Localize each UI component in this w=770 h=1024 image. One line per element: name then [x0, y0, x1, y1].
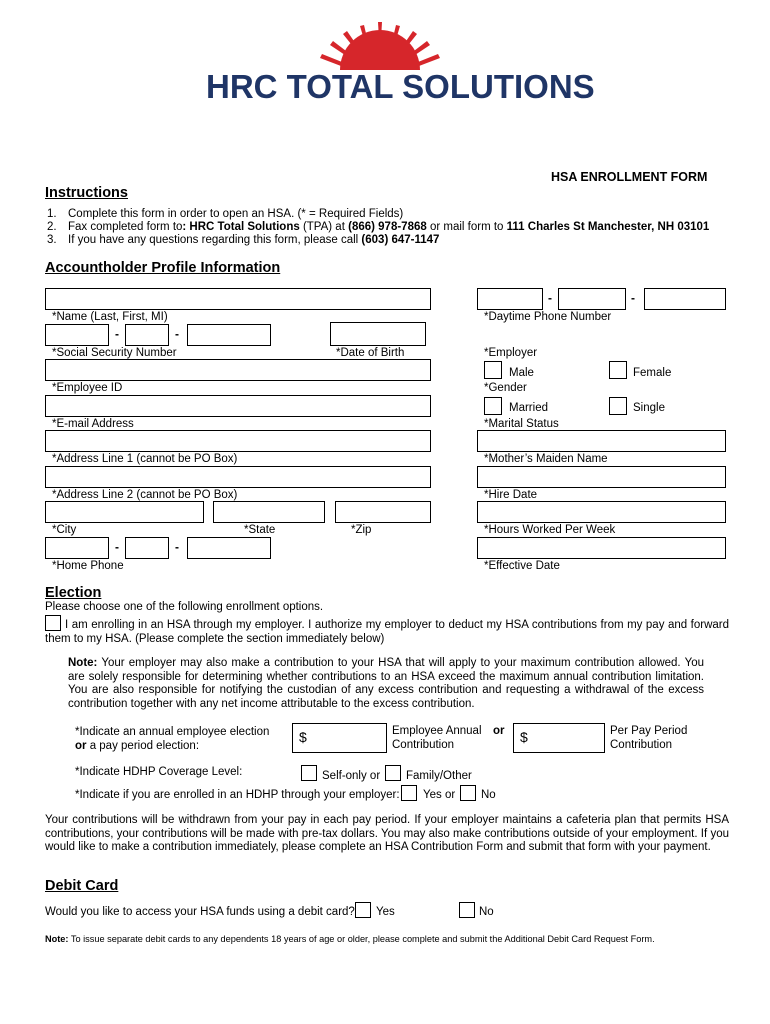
hdhp-no-label: No — [481, 789, 496, 801]
phone-number: (603) 647-1147 — [361, 234, 440, 246]
maiden-name-field[interactable] — [477, 430, 726, 452]
logo-text: HRC TOTAL SOLUTIONS — [206, 68, 595, 105]
instruction-num: 2. — [47, 221, 57, 233]
dollar-sign: $ — [520, 729, 528, 745]
company-logo — [200, 20, 595, 110]
address1-field[interactable] — [45, 430, 431, 452]
ssn-part2-field[interactable] — [125, 324, 169, 346]
hdhp-no-checkbox[interactable] — [460, 785, 476, 801]
per-pay-contribution-label: Per Pay Period Contribution — [610, 725, 688, 751]
phone-dash: - — [631, 291, 635, 305]
indicate-or-text: or — [75, 740, 87, 752]
annual-contribution-field[interactable] — [292, 723, 387, 753]
maiden-name-label: *Mother’s Maiden Name — [484, 453, 608, 465]
debit-no-label: No — [479, 906, 494, 918]
indicate-election-text: a pay period election: — [86, 740, 200, 752]
hire-date-label: *Hire Date — [484, 489, 538, 501]
instruction-2 — [47, 221, 710, 233]
annual-contribution-label: Employee Annual Contribution — [392, 725, 482, 751]
instructions-heading: Instructions — [45, 185, 128, 201]
home-phone-line-field[interactable] — [187, 537, 271, 559]
dollar-sign: $ — [299, 729, 307, 745]
daytime-phone-line-field[interactable] — [644, 288, 726, 310]
self-only-label: Self-only or — [322, 770, 381, 782]
phone-dash: - — [548, 291, 552, 305]
ssn-label: *Social Security Number — [52, 347, 177, 359]
effective-date-field[interactable] — [477, 537, 726, 559]
dob-label: *Date of Birth — [336, 347, 405, 359]
ssn-dash: - — [175, 327, 179, 341]
gender-label: *Gender — [484, 382, 527, 394]
ssn-part1-field[interactable] — [45, 324, 109, 346]
address1-label: *Address Line 1 (cannot be PO Box) — [52, 453, 238, 465]
phone-dash: - — [115, 540, 119, 554]
form-title: HSA ENROLLMENT FORM — [551, 170, 708, 184]
debit-note — [45, 934, 655, 944]
indicate-election-label — [75, 725, 269, 753]
instruction-3 — [47, 234, 440, 246]
fax-number: (866) 978-7868 — [348, 221, 427, 233]
home-phone-prefix-field[interactable] — [125, 537, 169, 559]
zip-field[interactable] — [335, 501, 431, 523]
enroll-text: I am enrolling in an HSA through my employer. I authorize my employer to deduct my HSA contributions from my pay and forward them to my HSA. (Please complete the section immediately below) — [45, 619, 729, 645]
note-label: Note: — [68, 657, 98, 669]
instruction-text: (TPA) at — [299, 221, 349, 233]
state-label: *State — [244, 524, 276, 536]
debit-no-checkbox[interactable] — [459, 902, 475, 918]
effective-date-label: *Effective Date — [484, 560, 560, 572]
zip-label: *Zip — [351, 524, 372, 536]
male-checkbox[interactable] — [484, 361, 502, 379]
daytime-phone-prefix-field[interactable] — [558, 288, 626, 310]
self-only-checkbox[interactable] — [301, 765, 317, 781]
instruction-num: 3. — [47, 234, 57, 246]
ssn-dash: - — [115, 327, 119, 341]
ssn-part3-field[interactable] — [187, 324, 271, 346]
withdrawal-text: Your contributions will be withdrawn from your pay in each pay period. If your employer maintains a cafeteria plan that permits HSA contributions, your contributions will be made with pre-tax dollars. You may also make contributions outside of your employment. If you would like to make a contribution immediately, please complete an HSA Contribution Form and submit that form with your payment. — [45, 814, 729, 854]
address2-label: *Address Line 2 (cannot be PO Box) — [52, 489, 238, 501]
email-label: *E-mail Address — [52, 418, 134, 430]
single-label: Single — [633, 402, 665, 414]
employee-id-field[interactable] — [45, 359, 431, 381]
debit-yes-checkbox[interactable] — [355, 902, 371, 918]
female-checkbox[interactable] — [609, 361, 627, 379]
profile-heading: Accountholder Profile Information — [45, 260, 281, 276]
instruction-text: or mail form to — [426, 221, 507, 233]
city-label: *City — [52, 524, 77, 536]
election-note — [68, 657, 704, 711]
mail-address: 111 Charles St Manchester, NH 03101 — [506, 221, 710, 233]
employee-id-label: *Employee ID — [52, 382, 123, 394]
daytime-phone-label: *Daytime Phone Number — [484, 311, 612, 323]
city-field[interactable] — [45, 501, 204, 523]
hdhp-coverage-label: *Indicate HDHP Coverage Level: — [75, 766, 243, 778]
instruction-text: Complete this form in order to open an HSA. (* = Required Fields) — [68, 208, 404, 220]
debit-card-heading: Debit Card — [45, 878, 119, 894]
female-label: Female — [633, 367, 672, 379]
email-field[interactable] — [45, 395, 431, 417]
single-checkbox[interactable] — [609, 397, 627, 415]
instruction-text: Fax completed form to — [68, 221, 183, 233]
home-phone-area-field[interactable] — [45, 537, 109, 559]
hdhp-enrolled-label: *Indicate if you are enrolled in an HDHP through your employer: — [75, 789, 400, 801]
per-pay-contribution-field[interactable] — [513, 723, 605, 753]
instruction-num: 1. — [47, 208, 57, 220]
company-name: : HRC Total Solutions — [182, 221, 300, 233]
family-checkbox[interactable] — [385, 765, 401, 781]
indicate-election-text: *Indicate an annual employee election — [75, 726, 270, 738]
note-text: Your employer may also make a contribution to your HSA that will apply to your maximum contribution allowed. You are solely responsible for determining whether contributions to an HSA exceed the maximum annual contribution limitation. You are also responsible for notifying the custodian of any excess contribution and requesting a withdrawal of the excess contribution together with any net income attributable to the excess contribution. — [68, 657, 704, 710]
male-label: Male — [509, 367, 534, 379]
election-intro: Please choose one of the following enrollment options. — [45, 601, 324, 613]
dob-field[interactable] — [330, 322, 426, 346]
hdhp-yes-checkbox[interactable] — [401, 785, 417, 801]
name-label: *Name (Last, First, MI) — [52, 311, 168, 323]
or-label: or — [493, 725, 505, 737]
address2-field[interactable] — [45, 466, 431, 488]
instruction-1 — [47, 208, 404, 220]
hours-field[interactable] — [477, 501, 726, 523]
marital-status-label: *Marital Status — [484, 418, 559, 430]
hours-label: *Hours Worked Per Week — [484, 524, 616, 536]
married-label: Married — [509, 402, 548, 414]
employer-label: *Employer — [484, 347, 538, 359]
debit-card-question: Would you like to access your HSA funds using a debit card? — [45, 906, 355, 918]
debit-yes-label: Yes — [376, 906, 395, 918]
phone-dash: - — [175, 540, 179, 554]
married-checkbox[interactable] — [484, 397, 502, 415]
name-field[interactable] — [45, 288, 431, 310]
home-phone-label: *Home Phone — [52, 560, 124, 572]
hdhp-yes-label: Yes or — [423, 789, 456, 801]
debit-note-label: Note: — [45, 934, 69, 944]
state-field[interactable] — [213, 501, 325, 523]
daytime-phone-area-field[interactable] — [477, 288, 543, 310]
election-heading: Election — [45, 585, 102, 601]
instruction-text: If you have any questions regarding this form, please call — [68, 234, 362, 246]
debit-note-text: To issue separate debit cards to any dependents 18 years of age or older, please complete and submit the Additional Debit Card Request Form. — [68, 934, 655, 944]
family-label: Family/Other — [406, 770, 472, 782]
hire-date-field[interactable] — [477, 466, 726, 488]
